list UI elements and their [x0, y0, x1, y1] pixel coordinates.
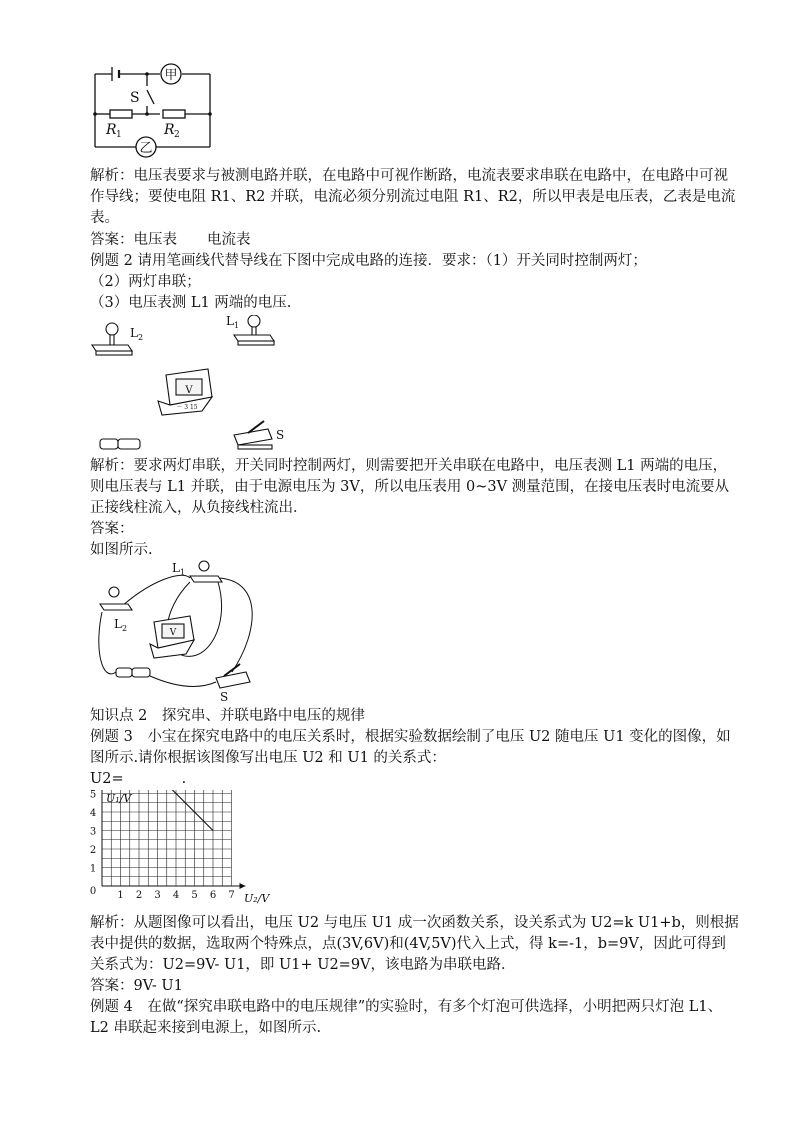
meter-a-label: 甲 [164, 68, 178, 83]
x-tick-label: 2 [135, 890, 143, 901]
switch-label: S [130, 90, 140, 106]
lamp-l1-subscript-3: 1 [180, 568, 186, 577]
x-axis-label: U₂/V [244, 892, 270, 905]
answer-2-text: 如图所示. [90, 542, 153, 558]
connected-circuit-diagram [92, 560, 292, 705]
y-axis-label: U₁/V [106, 792, 132, 805]
lamp-l2-label-3: L [114, 617, 122, 631]
origin-label: 0 [89, 886, 97, 897]
y-tick-label: 3 [89, 826, 97, 838]
lamp-l1-label: L [226, 315, 234, 328]
example-2-requirement-3: （3）电压表测 L1 两端的电压. [90, 295, 292, 311]
r2-label: R [164, 122, 175, 138]
answer-1 [90, 230, 740, 251]
analysis-2: 解析：要求两灯串联，开关同时控制两灯，则需要把开关串联在电路中，电压表测 L1 两端的电压，则电压表与 L1 并联，由于电源电压为 3V，所以电压表用 0~3V 测量范围，在接电压表时电流要从正接线柱流入，从负接线柱流出． [90, 458, 730, 516]
x-tick-label: 7 [228, 890, 235, 901]
r1-label: R [106, 122, 117, 138]
x-axis-arrow [240, 883, 246, 889]
component-diagram [88, 315, 308, 460]
y-tick-label: 5 [89, 790, 97, 801]
example-3-blank: U2= . [90, 771, 187, 787]
example-2-title: 例题 2 请用笔画线代替导线在下图中完成电路的连接．要求：（1）开关同时控制两灯； [90, 253, 647, 269]
meter-b-label: 乙 [139, 141, 153, 156]
lamp-l1-label-3: L [172, 561, 180, 575]
knowledge-point-2: 知识点 2 探究串、并联电路中电压的规律 [90, 708, 365, 724]
switch-label-3: S [220, 690, 229, 704]
y-tick-label: 2 [89, 845, 97, 856]
x-tick-label: 5 [191, 890, 198, 901]
example-4-text: 例题 4 在做“探究串联电路中的电压规律”的实验时，有多个灯泡可供选择，小明把两只灯泡 L1、L2 串联起来接到电源上，如图所示. [90, 999, 723, 1036]
answer-2-prefix: 答案： [90, 521, 134, 537]
voltmeter-label-3: V [169, 628, 177, 638]
u1-u2-graph [86, 790, 286, 910]
lamp-l1-subscript: 1 [234, 321, 240, 330]
answer-1-value-1: 电压表 [133, 232, 177, 248]
r2-subscript: 2 [174, 130, 180, 140]
voltmeter-label: V [185, 385, 193, 396]
x-tick-label: 6 [209, 890, 217, 901]
y-tick-label: 1 [89, 863, 97, 875]
switch-label-2: S [276, 428, 285, 442]
analysis-3: 解析：从题图像可以看出，电压 U2 与电压 U1 成一次函数关系，设关系式为 U2=k U1+b，则根据表中提供的数据，选取两个特殊点，点(3V,6V)和(4V,5V)代入上式，得 k=-1，b=9V，因此可得到关系式为：U2=9V- U1，即 U1+ U2=9V，该电路为串联电路． [90, 915, 739, 973]
y-tick-label: 4 [89, 808, 97, 819]
x-tick-label: 3 [154, 890, 161, 901]
voltmeter-terminals: － 3 15 [176, 404, 198, 411]
analysis-1: 解析：电压表要求与被测电路并联，在电路中可视作断路，电流表要求串联在电路中，在电路中可视作导线；要使电阻 R1、R2 并联，电流必须分别流过电阻 R1、R2，所以甲表是电压表，乙表是电流表。 [90, 168, 736, 226]
x-tick-label: 1 [117, 890, 124, 901]
lamp-l2-subscript-3: 2 [122, 624, 128, 633]
answer-1-value-2: 电流表 [207, 232, 251, 248]
lamp-l2-subscript: 2 [138, 333, 144, 342]
r1-subscript: 1 [116, 130, 122, 140]
example-2-requirement-2: （2）两灯串联； [90, 274, 201, 290]
answer-3: 答案：9V- U1 [90, 978, 183, 994]
example-3-text: 例题 3 小宝在探究电路中的电压关系时，根据实验数据绘制了电压 U2 随电压 U1 变化的图像，如图所示.请你根据该图像写出电压 U2 和 U1 的关系式： [90, 729, 731, 766]
answer-1-prefix: 答案： [90, 232, 134, 248]
x-tick-label: 4 [172, 890, 180, 901]
lamp-l2-label: L [130, 326, 138, 340]
circuit-diagram-1 [90, 62, 220, 162]
